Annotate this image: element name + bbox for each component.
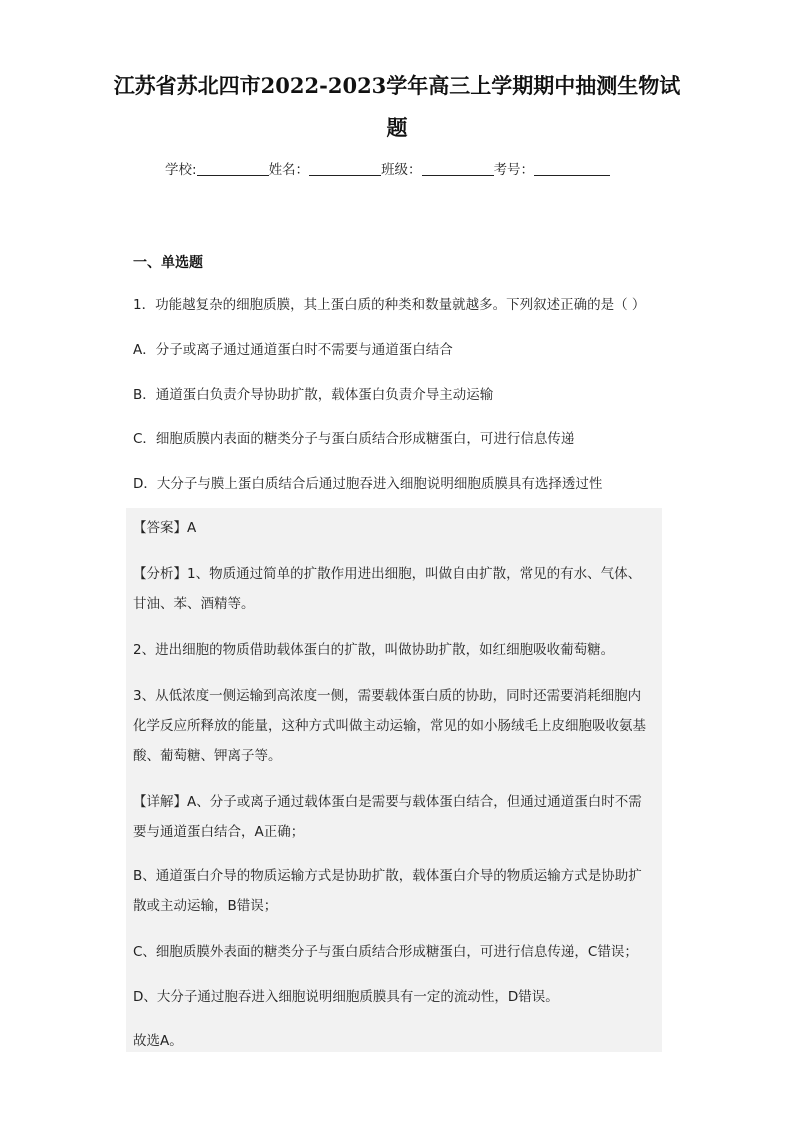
analysis-line: 甘油、苯、酒精等。 <box>133 596 255 612</box>
analysis-line: 2、进出细胞的物质借助载体蛋白的扩散，叫做协助扩散，如红细胞吸收葡萄糖。 <box>133 642 615 658</box>
detail-line: 要与通道蛋白结合，A正确； <box>133 824 305 840</box>
detail-line: B、通道蛋白介导的物质运输方式是协助扩散，载体蛋白介导的物质运输方式是协助扩 <box>133 868 642 884</box>
document-title-line-2: 题 <box>386 115 408 140</box>
class-blank <box>422 161 494 176</box>
question-stem: 1．功能越复杂的细胞质膜，其上蛋白质的种类和数量就越多。下列叙述正确的是（ ） <box>133 297 646 313</box>
option-d: D．大分子与膜上蛋白质结合后通过胞吞进入细胞说明细胞质膜具有选择透过性 <box>133 476 603 492</box>
analysis-line: 3、从低浓度一侧运输到高浓度一侧，需要载体蛋白质的协助，同时还需要消耗细胞内 <box>133 688 642 704</box>
detail-line: 散或主动运输，B错误； <box>133 898 278 914</box>
option-b: B．通道蛋白负责介导协助扩散，载体蛋白负责介导主动运输 <box>133 387 494 403</box>
detail-line: 【详解】A、分子或离子通过载体蛋白是需要与载体蛋白结合，但通过通道蛋白时不需 <box>133 794 642 810</box>
analysis-line: 化学反应所释放的能量，这种方式叫做主动运输，常见的如小肠绒毛上皮细胞吸收氨基 <box>133 718 646 734</box>
option-a: A．分子或离子通过通道蛋白时不需要与通道蛋白结合 <box>133 342 453 358</box>
conclusion-line: 故选A。 <box>133 1033 183 1049</box>
option-c: C．细胞质膜内表面的糖类分子与蛋白质结合形成糖蛋白，可进行信息传递 <box>133 431 575 447</box>
student-info-row <box>165 158 610 178</box>
class-label: 班级： <box>381 162 422 178</box>
analysis-line: 【分析】1、物质通过简单的扩散作用进出细胞，叫做自由扩散，常见的有水、气体、 <box>133 566 642 582</box>
detail-line: C、细胞质膜外表面的糖类分子与蛋白质结合形成糖蛋白，可进行信息传递，C错误； <box>133 944 638 960</box>
answer-line: 【答案】A <box>133 520 197 536</box>
number-blank <box>534 161 610 176</box>
school-label: 学校: <box>165 162 197 178</box>
answer-explanation-box <box>126 508 662 1052</box>
detail-line: D、大分子通过胞吞进入细胞说明细胞质膜具有一定的流动性，D错误。 <box>133 989 559 1005</box>
analysis-line: 酸、葡萄糖、钾离子等。 <box>133 748 282 764</box>
section-heading: 一、单选题 <box>133 255 203 271</box>
school-blank <box>197 161 269 176</box>
name-blank <box>309 161 381 176</box>
document-title-line-1: 江苏省苏北四市2022-2023学年高三上学期期中抽测生物试 <box>113 73 681 98</box>
name-label: 姓名： <box>268 162 310 178</box>
number-label: 考号： <box>493 162 535 178</box>
